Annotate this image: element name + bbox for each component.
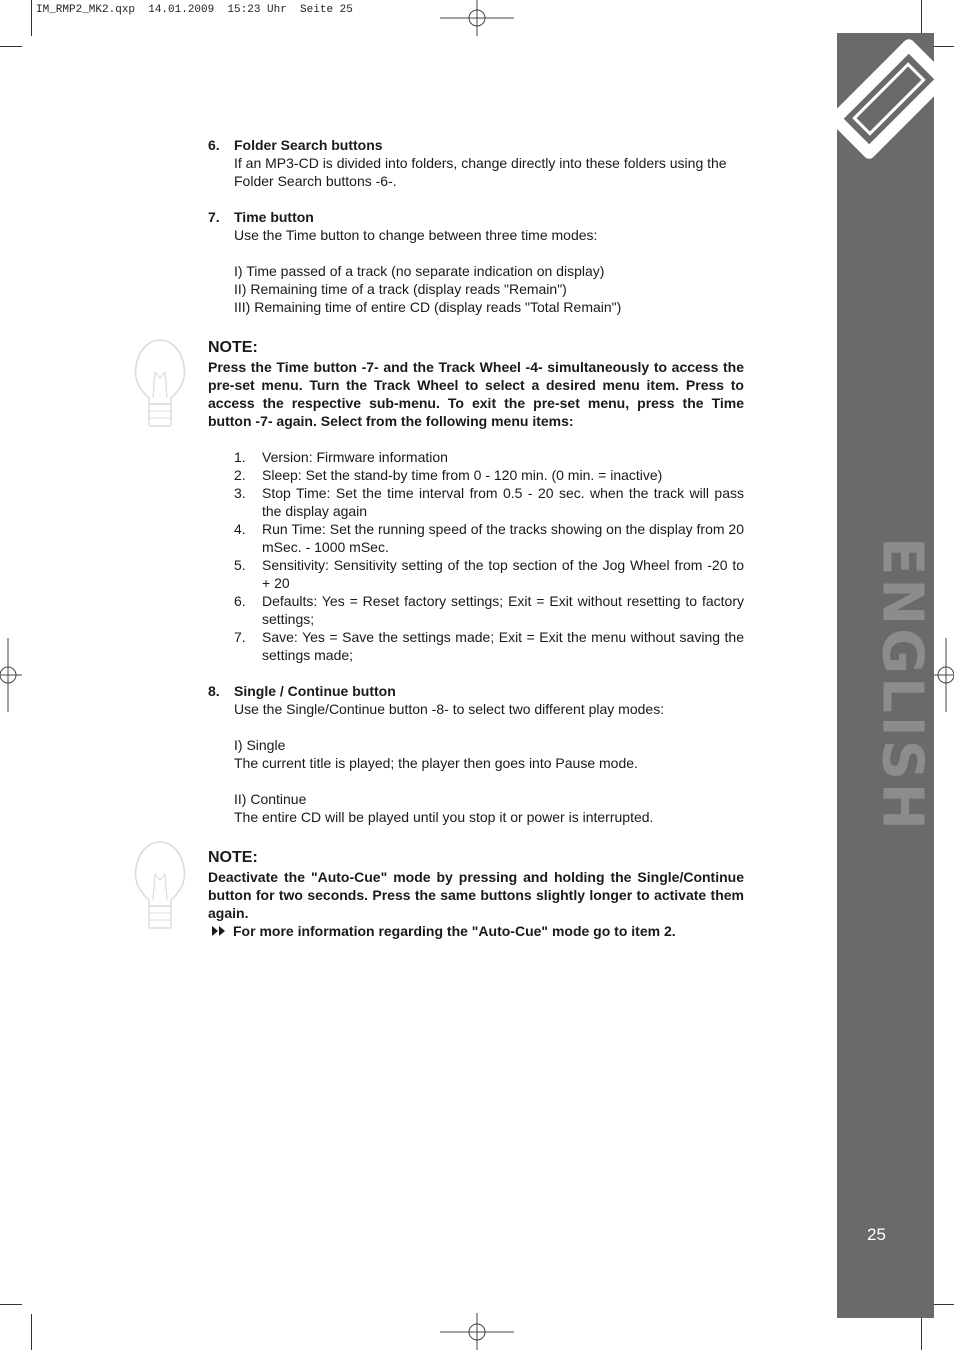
- time-mode-list: [208, 262, 744, 316]
- note-body: Press the Time button -7- and the Track Wheel -4- simultaneously to access the pre-set menu. Turn the Track Wheel to select a desired menu item. Press to access the respective sub-menu. To exit the pre-set menu, press the Time button -7- again. Select from the following menu items:: [208, 359, 744, 429]
- time-mode: II) Remaining time of a track (display reads "Remain"): [234, 281, 567, 297]
- crop-mark: [934, 46, 954, 47]
- time-mode: III) Remaining time of entire CD (display reads "Total Remain"): [234, 299, 622, 315]
- menu-item-list: [208, 448, 744, 664]
- play-mode-body: The entire CD will be played until you stop it or power is interrupted.: [234, 809, 654, 825]
- list-item: 3. Stop Time: Set the time interval from 0.5 - 20 sec. when the track will pass the display again: [234, 485, 744, 519]
- registration-mark-icon: [440, 1313, 514, 1350]
- section-heading: [208, 208, 744, 226]
- section-body: Use the Single/Continue button -8- to select two different play modes:: [234, 701, 665, 717]
- play-mode-title: I) Single: [234, 737, 286, 753]
- note-title: NOTE:: [208, 849, 258, 866]
- language-label: ENGLISH: [869, 537, 935, 833]
- double-arrow-icon: [211, 925, 231, 937]
- note-reference: For more information regarding the "Auto-Cue" mode go to item 2.: [208, 922, 744, 940]
- page-content: [208, 136, 744, 940]
- list-item: 2. Sleep: Set the stand-by time from 0 - 120 min. (0 min. = inactive): [234, 467, 663, 483]
- crop-mark: [921, 1314, 922, 1350]
- list-item: 1. Version: Firmware information: [234, 449, 448, 465]
- crop-mark: [934, 1304, 954, 1305]
- section-title: Time button: [234, 209, 314, 225]
- section-number: 8.: [208, 683, 220, 699]
- play-mode-title: II) Continue: [234, 791, 307, 807]
- print-slug: IM_RMP2_MK2.qxp 14.01.2009 15:23 Uhr Seite 25: [36, 4, 353, 16]
- section-body: Use the Time button to change between three time modes:: [234, 227, 598, 243]
- crop-mark: [0, 46, 22, 47]
- time-mode: I) Time passed of a track (no separate indication on display): [234, 263, 605, 279]
- section-title: Single / Continue button: [234, 683, 396, 699]
- page-number: 25: [867, 1225, 886, 1244]
- section-number: 7.: [208, 209, 220, 225]
- play-mode-body: The current title is played; the player then goes into Pause mode.: [234, 755, 638, 771]
- note-body: Deactivate the "Auto-Cue" mode by pressing and holding the Single/Continue button for two seconds. Press the same buttons slightly longer to activate them again.: [208, 869, 744, 921]
- list-item: 4. Run Time: Set the running speed of the tracks showing on the display from 20 mSec. - 1000 mSec.: [234, 521, 744, 555]
- section-number: 6.: [208, 137, 220, 153]
- crop-mark: [31, 1314, 32, 1350]
- registration-mark-icon: [0, 638, 24, 712]
- crop-mark: [921, 0, 922, 33]
- lightbulb-icon: [134, 338, 186, 430]
- crop-mark: [31, 0, 32, 36]
- section-heading: [208, 136, 744, 154]
- registration-mark-icon: [440, 0, 514, 38]
- brand-logo-icon: [837, 33, 934, 163]
- list-item: 7. Save: Yes = Save the settings made; Exit = Exit the menu without saving the settings made;: [234, 629, 744, 663]
- section-title: Folder Search buttons: [234, 137, 383, 153]
- crop-mark: [0, 1304, 22, 1305]
- section-body: If an MP3-CD is divided into folders, change directly into these folders using the Folder Search buttons -6-.: [234, 155, 727, 189]
- registration-mark-icon: [932, 638, 954, 712]
- section-heading: [208, 682, 744, 700]
- list-item: 6. Defaults: Yes = Reset factory settings; Exit = Exit without resetting to factory settings;: [234, 593, 744, 627]
- note-title: NOTE:: [208, 339, 258, 356]
- lightbulb-icon: [134, 840, 186, 932]
- list-item: 5. Sensitivity: Sensitivity setting of the top section of the Jog Wheel from -20 to + 20: [234, 557, 744, 591]
